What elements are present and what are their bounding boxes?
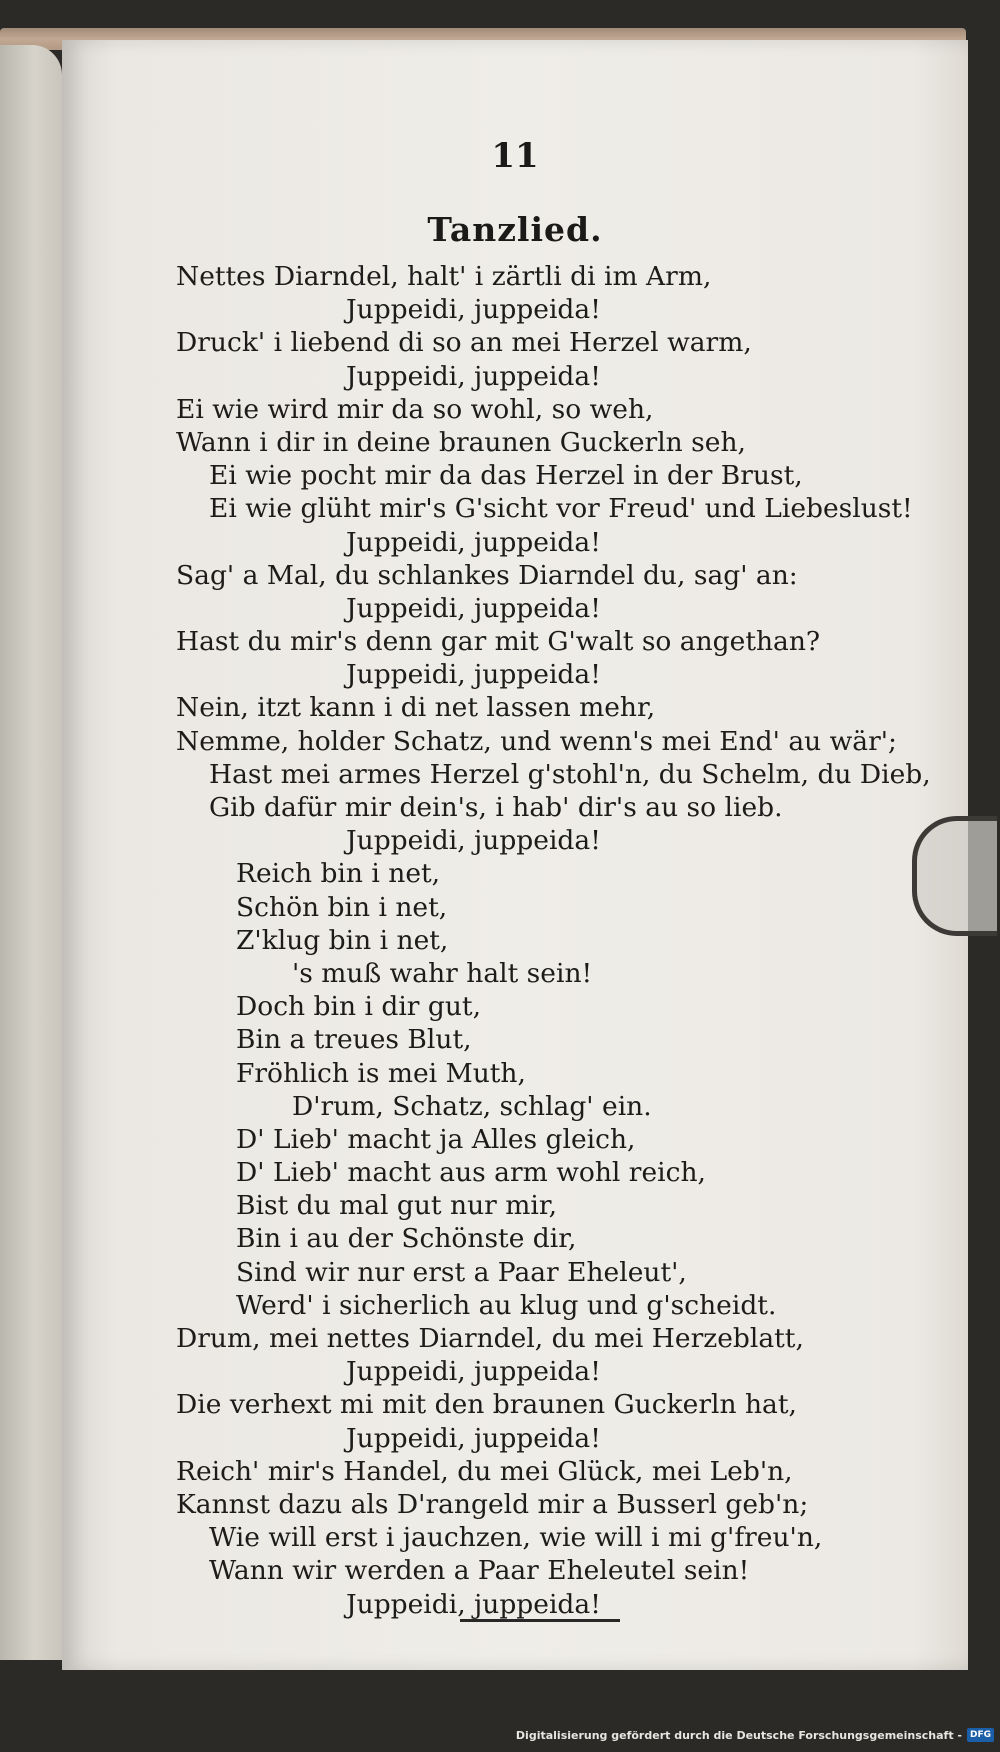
poem-line: Wann wir werden a Paar Eheleutel sein!: [209, 1555, 750, 1587]
poem-line: Wann i dir in deine braunen Guckerln seh,: [176, 426, 746, 458]
poem-title: Tanzlied.: [427, 210, 603, 249]
poem-line: Nettes Diarndel, halt' i zärtli di im Arm,: [176, 261, 712, 292]
poem-line: Bin a treues Blut,: [236, 1024, 472, 1056]
poem-line: Juppeidi, juppeida!: [346, 360, 601, 392]
closing-rule: [460, 1619, 620, 1622]
poem-line: Reich' mir's Handel, du mei Glück, mei Leb'n,: [176, 1455, 793, 1487]
poem-line: Werd' i sicherlich au klug und g'scheidt.: [236, 1289, 777, 1321]
poem-line: Z'klug bin i net,: [236, 924, 449, 956]
poem-line: Bin i au der Schönste dir,: [236, 1223, 577, 1255]
poem-line: Doch bin i dir gut,: [236, 991, 481, 1023]
poem-line: Die verhext mi mit den braunen Guckerln hat,: [176, 1389, 797, 1421]
poem-line: Drum, mei nettes Diarndel, du mei Herzeblatt,: [176, 1323, 804, 1354]
poem-line: Juppeidi, juppeida!: [346, 1422, 601, 1454]
poem-line: Gib dafür mir dein's, i hab' dir's au so lieb.: [209, 792, 783, 823]
poem-line: Reich bin i net,: [236, 858, 441, 890]
page-clip: [912, 816, 997, 936]
poem-line: Juppeidi, juppeida!: [346, 294, 601, 326]
poem-line: Juppeidi, juppeida!: [346, 659, 601, 691]
poem-body: [176, 260, 936, 1621]
poem-line: Juppeidi, juppeida!: [346, 526, 601, 558]
poem-line: 's muß wahr halt sein!: [292, 957, 593, 989]
dfg-logo: DFG: [967, 1728, 994, 1742]
poem-line: Kannst dazu als D'rangeld mir a Busserl geb'n;: [176, 1488, 809, 1520]
poem-line: D' Lieb' macht aus arm wohl reich,: [236, 1157, 706, 1189]
poem-line: Ei wie wird mir da so wohl, so weh,: [176, 393, 654, 425]
poem-line: Nemme, holder Schatz, und wenn's mei End' au wär';: [176, 725, 897, 757]
poem-line: Sag' a Mal, du schlankes Diarndel du, sag' an:: [176, 559, 798, 591]
digitization-footer: [516, 1724, 994, 1746]
poem-line: Juppeidi, juppeida!: [346, 1588, 601, 1620]
poem-line: Juppeidi, juppeida!: [346, 825, 601, 857]
poem-line: Nein, itzt kann i di net lassen mehr,: [176, 692, 656, 724]
poem-line: Bist du mal gut nur mir,: [236, 1190, 558, 1222]
footer-credit: Digitalisierung gefördert durch die Deutsche Forschungsgemeinschaft -: [515, 1728, 962, 1742]
poem-line: Ei wie pocht mir da das Herzel in der Brust,: [209, 460, 803, 492]
poem-line: D' Lieb' macht ja Alles gleich,: [236, 1123, 636, 1155]
poem-line: Sind wir nur erst a Paar Eheleut',: [236, 1256, 687, 1288]
poem-line: Fröhlich is mei Muth,: [236, 1057, 526, 1089]
page-number: 11: [491, 136, 539, 176]
book-page: [62, 40, 968, 1670]
poem-line: Wie will erst i jauchzen, wie will i mi g'freu'n,: [209, 1522, 823, 1554]
poem-line: Juppeidi, juppeida!: [346, 1356, 601, 1388]
poem-line: Hast mei armes Herzel g'stohl'n, du Schelm, du Dieb,: [209, 758, 931, 790]
facing-page-edge: [0, 45, 62, 1660]
poem-line: Hast du mir's denn gar mit G'walt so angethan?: [176, 626, 821, 658]
poem-line: Ei wie glüht mir's G'sicht vor Freud' und Liebeslust!: [209, 493, 913, 525]
poem-line: Schön bin i net,: [236, 891, 448, 923]
poem-line: D'rum, Schatz, schlag' ein.: [292, 1090, 652, 1122]
poem-line: Juppeidi, juppeida!: [346, 592, 601, 624]
poem-line: Druck' i liebend di so an mei Herzel warm,: [176, 327, 752, 359]
